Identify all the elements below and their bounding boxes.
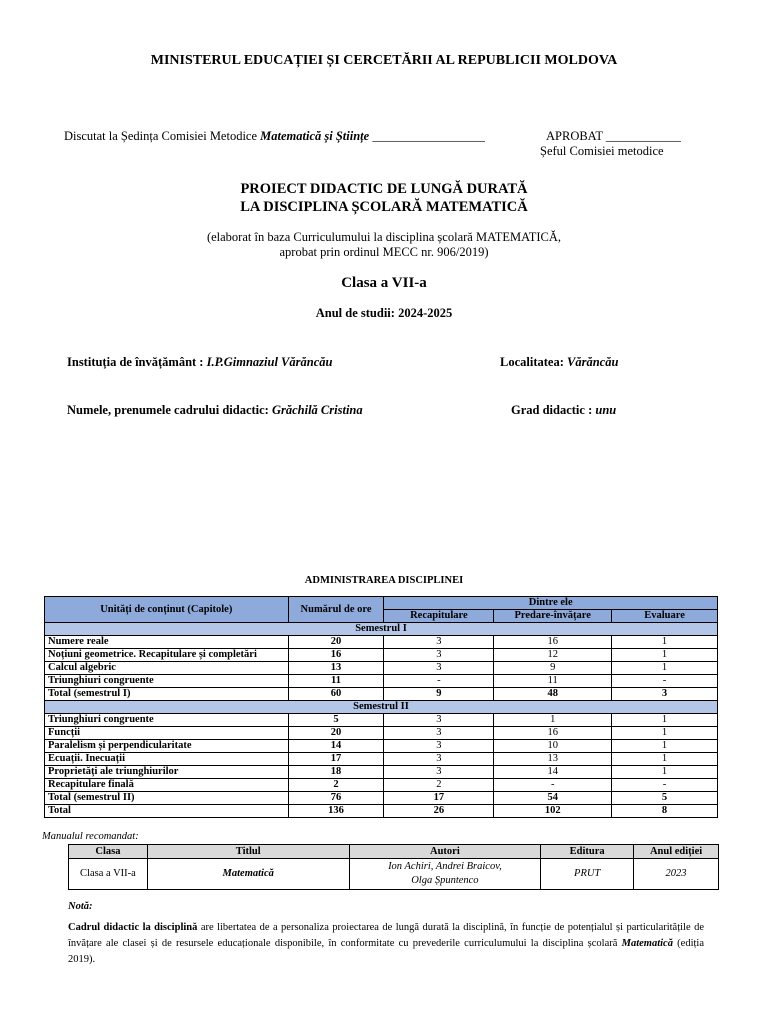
locality-info xyxy=(500,355,618,370)
manual-col-clasa: Clasa xyxy=(69,845,148,859)
subtitle-line-2: aprobat prin ordinul MECC nr. 906/2019) xyxy=(279,245,489,259)
row-name: Total xyxy=(45,805,289,818)
table-row xyxy=(45,662,718,675)
row-name: Proprietăți ale triunghiurilor xyxy=(45,766,289,779)
row-predare: 1 xyxy=(494,714,612,727)
table-row xyxy=(45,740,718,753)
manual-anul: 2023 xyxy=(634,859,719,890)
col-predare: Predare-învățare xyxy=(494,610,612,623)
col-recap: Recapitulare xyxy=(384,610,494,623)
row-predare: 10 xyxy=(494,740,612,753)
institution-label: Instituția de învățământ : xyxy=(67,355,207,369)
row-recap: 9 xyxy=(384,688,494,701)
institution-info xyxy=(67,355,332,370)
row-recap: 3 xyxy=(384,753,494,766)
teacher-info xyxy=(67,403,363,418)
row-evaluare: 1 xyxy=(612,766,718,779)
locality-label: Localitatea: xyxy=(500,355,567,369)
admin-title: ADMINISTRAREA DISCIPLINEI xyxy=(304,575,464,586)
row-evaluare: 1 xyxy=(612,740,718,753)
row-predare: 9 xyxy=(494,662,612,675)
row-ore: 20 xyxy=(288,636,384,649)
row-ore: 2 xyxy=(288,779,384,792)
row-ore: 18 xyxy=(288,766,384,779)
semester-row xyxy=(45,623,718,636)
row-recap: 17 xyxy=(384,792,494,805)
table-row xyxy=(45,727,718,740)
row-recap: 3 xyxy=(384,714,494,727)
semester-label: Semestrul II xyxy=(45,701,718,714)
grade-value: unu xyxy=(595,403,617,417)
row-name: Ecuații. Inecuații xyxy=(45,753,289,766)
row-name: Numere reale xyxy=(45,636,289,649)
note-label: Notă: xyxy=(68,901,93,912)
row-recap: - xyxy=(384,675,494,688)
col-dintre: Dintre ele xyxy=(384,597,718,610)
discutat-line xyxy=(64,129,485,144)
manual-col-editura: Editura xyxy=(541,845,634,859)
row-name: Total (semestrul I) xyxy=(45,688,289,701)
table-row xyxy=(45,779,718,792)
study-year: Anul de studii: 2024-2025 xyxy=(315,306,453,320)
row-predare: 14 xyxy=(494,766,612,779)
row-predare: 102 xyxy=(494,805,612,818)
manual-row xyxy=(69,859,719,890)
admin-table-body xyxy=(45,623,718,818)
title-line-1: PROIECT DIDACTIC DE LUNGĂ DURATĂ xyxy=(240,181,528,197)
aprobat-label: APROBAT ____________ xyxy=(546,129,681,143)
discutat-blank: __________________ xyxy=(369,129,485,143)
row-name: Triunghiuri congruente xyxy=(45,675,289,688)
class-heading: Clasa a VII-a xyxy=(341,275,427,291)
row-evaluare: 8 xyxy=(612,805,718,818)
row-ore: 14 xyxy=(288,740,384,753)
row-evaluare: 1 xyxy=(612,714,718,727)
note-text-end: (ediția 2019). xyxy=(68,938,704,965)
row-evaluare: 1 xyxy=(612,727,718,740)
institution-value: I.P.Gimnaziul Vărăncău xyxy=(206,355,333,369)
note-paragraph xyxy=(68,920,704,968)
row-predare: 16 xyxy=(494,636,612,649)
row-recap: 3 xyxy=(384,649,494,662)
admin-table xyxy=(44,596,718,818)
note-bold-start: Cadrul didactic la disciplină xyxy=(68,922,198,933)
manual-table xyxy=(68,844,719,890)
teacher-value: Grăchilă Cristina xyxy=(271,403,363,417)
row-evaluare: - xyxy=(612,779,718,792)
table-row xyxy=(45,753,718,766)
total-row xyxy=(45,805,718,818)
row-name: Calcul algebric xyxy=(45,662,289,675)
row-recap: 3 xyxy=(384,740,494,753)
table-row xyxy=(45,675,718,688)
locality-value: Vărăncău xyxy=(567,355,619,369)
row-predare: 13 xyxy=(494,753,612,766)
row-evaluare: 1 xyxy=(612,636,718,649)
row-recap: 3 xyxy=(384,727,494,740)
row-recap: 3 xyxy=(384,766,494,779)
document-subtitle xyxy=(0,230,768,260)
row-predare: 54 xyxy=(494,792,612,805)
total-row xyxy=(45,792,718,805)
table-row xyxy=(45,714,718,727)
row-ore: 11 xyxy=(288,675,384,688)
row-ore: 16 xyxy=(288,649,384,662)
row-evaluare: 3 xyxy=(612,688,718,701)
note-text-mid: are libertatea de a personaliza proiectarea de lungă durată la disciplină, în funcție de potențialul și particularitățile de învățare ale clasei și de resursele educaționale disponibile, în conformitate cu prevederile curriculumului la disciplina școlară xyxy=(68,922,704,949)
row-ore: 60 xyxy=(288,688,384,701)
manual-col-titlul: Titlul xyxy=(147,845,349,859)
row-evaluare: - xyxy=(612,675,718,688)
manual-clasa: Clasa a VII-a xyxy=(69,859,148,890)
subtitle-line-1: (elaborat în baza Curriculumului la disciplina școlară MATEMATICĂ, xyxy=(206,230,562,244)
teacher-label: Numele, prenumele cadrului didactic: xyxy=(67,403,272,417)
row-recap: 3 xyxy=(384,662,494,675)
row-predare: - xyxy=(494,779,612,792)
row-predare: 11 xyxy=(494,675,612,688)
manual-editura: PRUT xyxy=(541,859,634,890)
grade-label: Grad didactic : xyxy=(511,403,596,417)
row-name: Paralelism și perpendicularitate xyxy=(45,740,289,753)
table-row xyxy=(45,766,718,779)
manual-titlul: Matematică xyxy=(147,859,349,890)
manual-autori-line-2: Olga Șpuntenco xyxy=(411,875,479,886)
title-line-2: LA DISCIPLINA ȘCOLARĂ MATEMATICĂ xyxy=(240,199,528,215)
row-evaluare: 1 xyxy=(612,649,718,662)
manual-label: Manualul recomandat: xyxy=(42,831,139,842)
row-predare: 48 xyxy=(494,688,612,701)
row-ore: 17 xyxy=(288,753,384,766)
row-evaluare: 1 xyxy=(612,662,718,675)
row-ore: 13 xyxy=(288,662,384,675)
col-unitati: Unități de conținut (Capitole) xyxy=(45,597,289,623)
manual-col-anul: Anul ediției xyxy=(634,845,719,859)
row-ore: 20 xyxy=(288,727,384,740)
table-row xyxy=(45,649,718,662)
document-title xyxy=(0,180,768,216)
manual-col-autori: Autori xyxy=(349,845,541,859)
manual-autori-line-1: Ion Achiri, Andrei Braicov, xyxy=(388,861,502,872)
ministry-header: MINISTERUL EDUCAȚIEI ȘI CERCETĂRII AL REPUBLICII MOLDOVA xyxy=(150,53,618,68)
row-name: Noțiuni geometrice. Recapitulare și completări xyxy=(45,649,289,662)
grade-info xyxy=(511,403,616,418)
row-recap: 26 xyxy=(384,805,494,818)
sef-comisie-label: Șeful Comisiei metodice xyxy=(540,144,664,158)
discutat-prefix: Discutat la Ședința Comisiei Metodice xyxy=(64,129,261,143)
col-evaluare: Evaluare xyxy=(612,610,718,623)
row-name: Triunghiuri congruente xyxy=(45,714,289,727)
row-recap: 3 xyxy=(384,636,494,649)
row-ore: 136 xyxy=(288,805,384,818)
col-numarul: Numărul de ore xyxy=(288,597,384,623)
semester-row xyxy=(45,701,718,714)
row-predare: 16 xyxy=(494,727,612,740)
discutat-commission: Matematică și Științe xyxy=(260,129,370,143)
row-ore: 5 xyxy=(288,714,384,727)
row-name: Total (semestrul II) xyxy=(45,792,289,805)
row-name: Recapitulare finală xyxy=(45,779,289,792)
row-name: Funcții xyxy=(45,727,289,740)
manual-autori xyxy=(349,859,541,890)
total-row xyxy=(45,688,718,701)
note-subject: Matematică xyxy=(621,938,673,949)
row-evaluare: 5 xyxy=(612,792,718,805)
row-evaluare: 1 xyxy=(612,753,718,766)
row-ore: 76 xyxy=(288,792,384,805)
row-recap: 2 xyxy=(384,779,494,792)
semester-label: Semestrul I xyxy=(45,623,718,636)
table-row xyxy=(45,636,718,649)
row-predare: 12 xyxy=(494,649,612,662)
